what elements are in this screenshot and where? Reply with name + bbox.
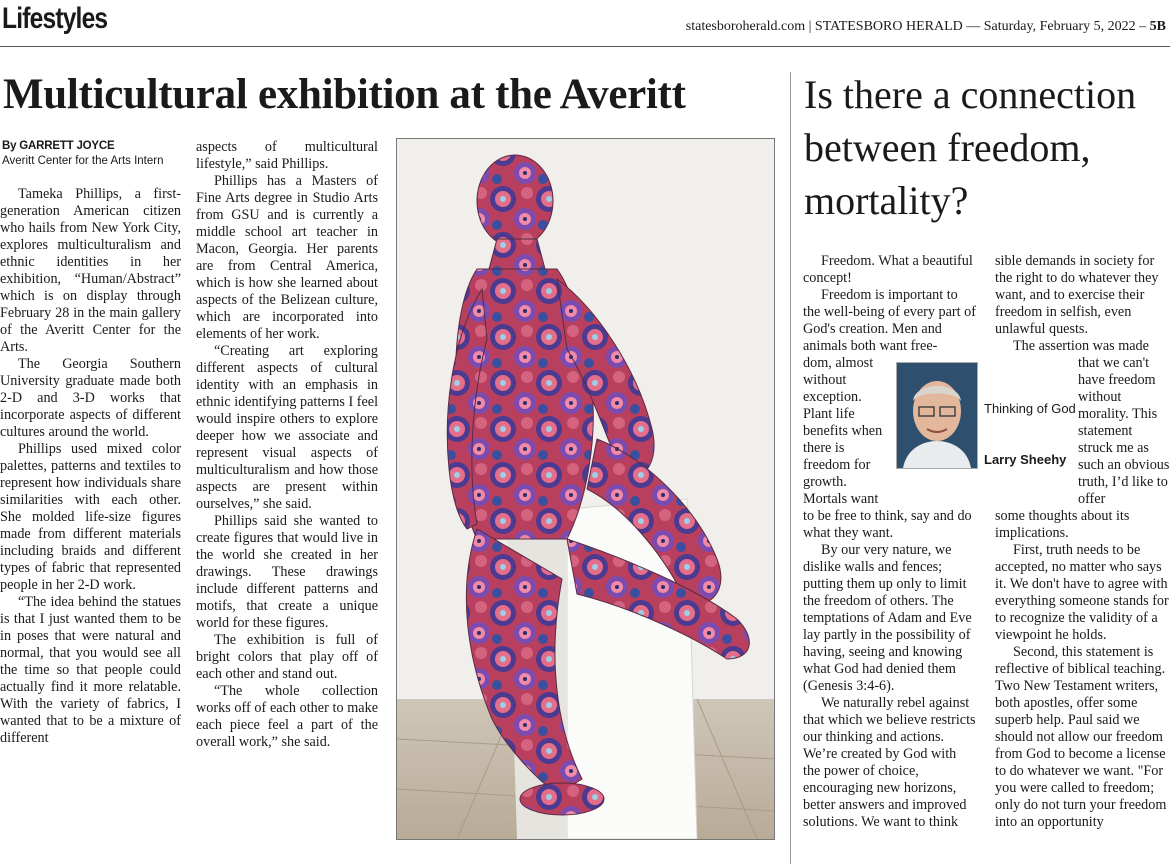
byline [2, 139, 186, 169]
paragraph: Phillips used mixed color palettes, patterns and textiles to represent how individuals share similarities with each other. She molded life-size figures made from different materials including braids and different types of fabric that represented people in her 2-D work. [0, 441, 181, 593]
dateline-text: statesboroherald.com | STATESBORO HERALD — Saturday, February 5, 2022 – [685, 19, 1147, 34]
wrapped-paragraph: dom, almost without exception. Plant life benefits when there is freedom for growth. Mortals want [803, 355, 883, 507]
paragraph: Tameka Phillips, a first-generation American citizen who hails from New York City, explores multiculturalism and ethnic identities in her exhibition, “Human/Abstract” which is on display through February 28 in the main gallery of the Averitt Center for the Arts. [0, 186, 181, 355]
paragraph: some thoughts about its implications. [995, 508, 1130, 541]
paragraph: sible demands in society for the right to do whatever they want, and to exercise their freedom in selfish, even unlawful quests. [995, 253, 1159, 337]
column-divider [790, 72, 791, 864]
page-header [0, 0, 1170, 47]
byline-role: Averitt Center for the Arts Intern [2, 155, 164, 167]
paragraph: The exhibition is full of bright colors that play off of each other and stand out. [196, 632, 378, 682]
paragraph: We naturally rebel against that which we believe restricts our thinking and actions. We’re created by God with the power of choice, encouraging new horizons, better answers and improved solutions. We want to think [803, 695, 976, 830]
paragraph: Second, this statement is reflective of biblical teaching. Two New Testament writers, both apostles, offer some superb help. Paul said we should not allow our freedom from God to become a license to do whatever we want. "For you were called to freedom; only do not turn your freedom into an opportunity [995, 644, 1167, 830]
paragraph: “The idea behind the statues is that I just wanted them to be in poses that were natural and normal, that you would see all the time so that people could actually find it more relatable. With the variety of fabrics, I wanted that to be a mixture of different [0, 594, 181, 746]
column-author: Larry Sheehy [984, 452, 1067, 467]
sculpture-illustration [397, 139, 774, 839]
column-body-2 [995, 253, 1170, 831]
paragraph: “The whole collection works off of each other to make each piece feel a part of the overall work,” she said. [196, 683, 378, 750]
paragraph: The Georgia Southern University graduate made both 2-D and 3-D works that incorporate aspects of different cultures around the world. [0, 356, 181, 440]
page-number: 5B [1149, 19, 1166, 34]
dateline [686, 19, 1166, 35]
paragraph: “Creating art exploring different aspects of cultural identity with an emphasis in ethnic identifying patterns I feel would inspire others to explore deeper how we associate and represent visual aspects of multiculturalism and how those aspects are present within ourselves,” she said. [196, 343, 379, 512]
section-name: Lifestyles [2, 2, 108, 35]
author-portrait [897, 363, 977, 468]
paragraph: Freedom. What a beautiful concept! [803, 253, 973, 286]
column-label: Thinking of God [984, 401, 1076, 416]
paragraph: aspects of multicultural lifestyle,” said Phillips. [196, 139, 378, 172]
paragraph: Phillips has a Masters of Fine Arts degree in Studio Arts from GSU and is currently a middle school art teacher in Macon, Georgia. Her parents are from Central America, which is how she learned about aspects of the Belizean culture, which are incorporated into elements of her work. [196, 173, 378, 342]
paragraph: The assertion was made [1013, 338, 1149, 354]
paragraph: to be free to think, say and do what they want. [803, 508, 972, 541]
paragraph: Freedom is important to the well-being of every part of God's creation. Men and animals both want free- [803, 287, 976, 354]
byline-author: By GARRETT JOYCE [2, 140, 115, 152]
column-sig [896, 362, 1076, 470]
paragraph: Phillips said she wanted to create figures that would live in the world she created in her drawings. These drawings include different patterns and motifs, that create a unique world for these figures. [196, 513, 378, 631]
article-column-1 [0, 186, 181, 747]
column-body-1 [803, 253, 976, 831]
sculpture-photo [396, 138, 775, 840]
wrapped-paragraph: that we can't have freedom without morality. This statement struck me as such an obvious truth, I’d like to offer [1078, 355, 1170, 507]
paragraph: First, truth needs to be accepted, no matter who says it. We don't have to agree with everything someone stands for to recognize the validity of a viewpoint he holds. [995, 542, 1169, 643]
paragraph: By our very nature, we dislike walls and fences; putting them up only to limit the freedom of others. The temptations of Adam and Eve lay partly in the possibility of having, seeing and knowing what God had denied them (Genesis 3:4-6). [803, 542, 972, 694]
author-photo [896, 362, 978, 469]
column-headline: Is there a connection between freedom, mortality? [804, 72, 1137, 223]
article-column-2 [196, 139, 378, 751]
article-headline: Multicultural exhibition at the Averitt [3, 71, 686, 118]
